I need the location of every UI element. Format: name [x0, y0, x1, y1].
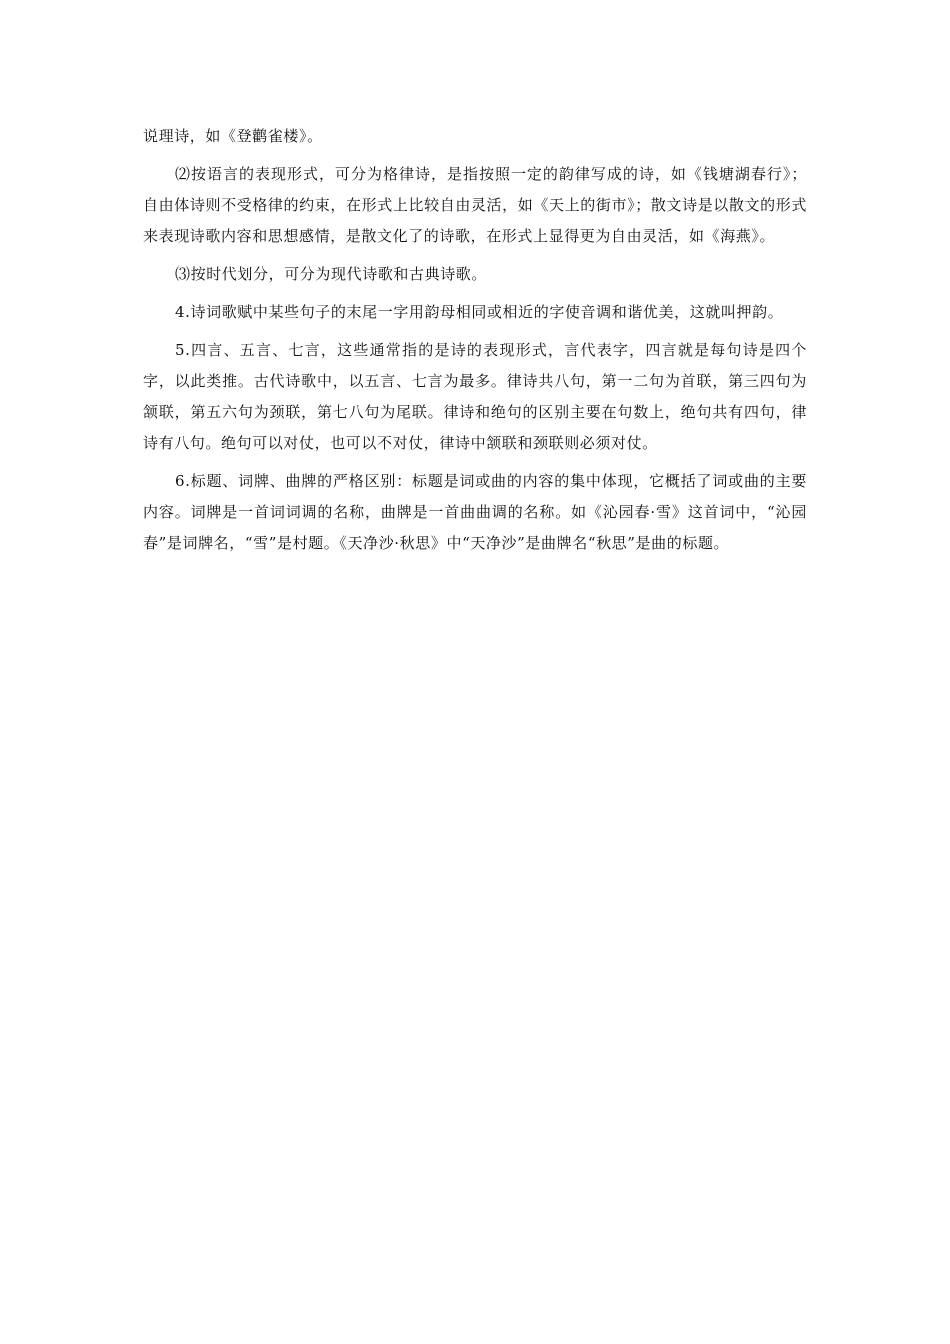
- paragraph-item-2: ⑵按语言的表现形式，可分为格律诗，是指按照一定的韵律写成的诗，如《钱塘湖春行》；自由体诗则不受格律的约束，在形式上比较自由灵活，如《天上的街市》；散文诗是以散文的形式来表现诗歌内容和思想感情，是散文化了的诗歌，在形式上显得更为自由灵活，如《海燕》。: [143, 165, 807, 245]
- paragraph-point-4: 4.诗词歌赋中某些句子的末尾一字用韵母相同或相近的字使音调和谐优美，这就叫押韵。: [175, 303, 784, 321]
- paragraph-item-3: ⑶按时代划分，可分为现代诗歌和古典诗歌。: [175, 265, 488, 283]
- paragraph-point-6: 6.标题、词牌、曲牌的严格区别：标题是词或曲的内容的集中体现，它概括了词或曲的主要内容。词牌是一首词词调的名称，曲牌是一首曲曲调的名称。如《沁园春·雪》这首词中，“沁园春”是词牌名，“雪”是村题。《天净沙·秋思》中“天净沙”是曲牌名“秋思”是曲的标题。: [143, 472, 807, 552]
- paragraph-point-5: 5.四言、五言、七言，这些通常指的是诗的表现形式，言代表字，四言就是每句诗是四个字，以此类推。古代诗歌中，以五言、七言为最多。律诗共八句，第一二句为首联，第三四句为颔联，第五六句为颈联，第七八句为尾联。律诗和绝句的区别主要在句数上，绝句共有四句，律诗有八句。绝句可以对仗，也可以不对仗，律诗中颔联和颈联则必须对仗。: [143, 341, 807, 452]
- paragraph-continuation: 说理诗，如《登鹳雀楼》。: [143, 127, 323, 145]
- document-body: [143, 121, 807, 566]
